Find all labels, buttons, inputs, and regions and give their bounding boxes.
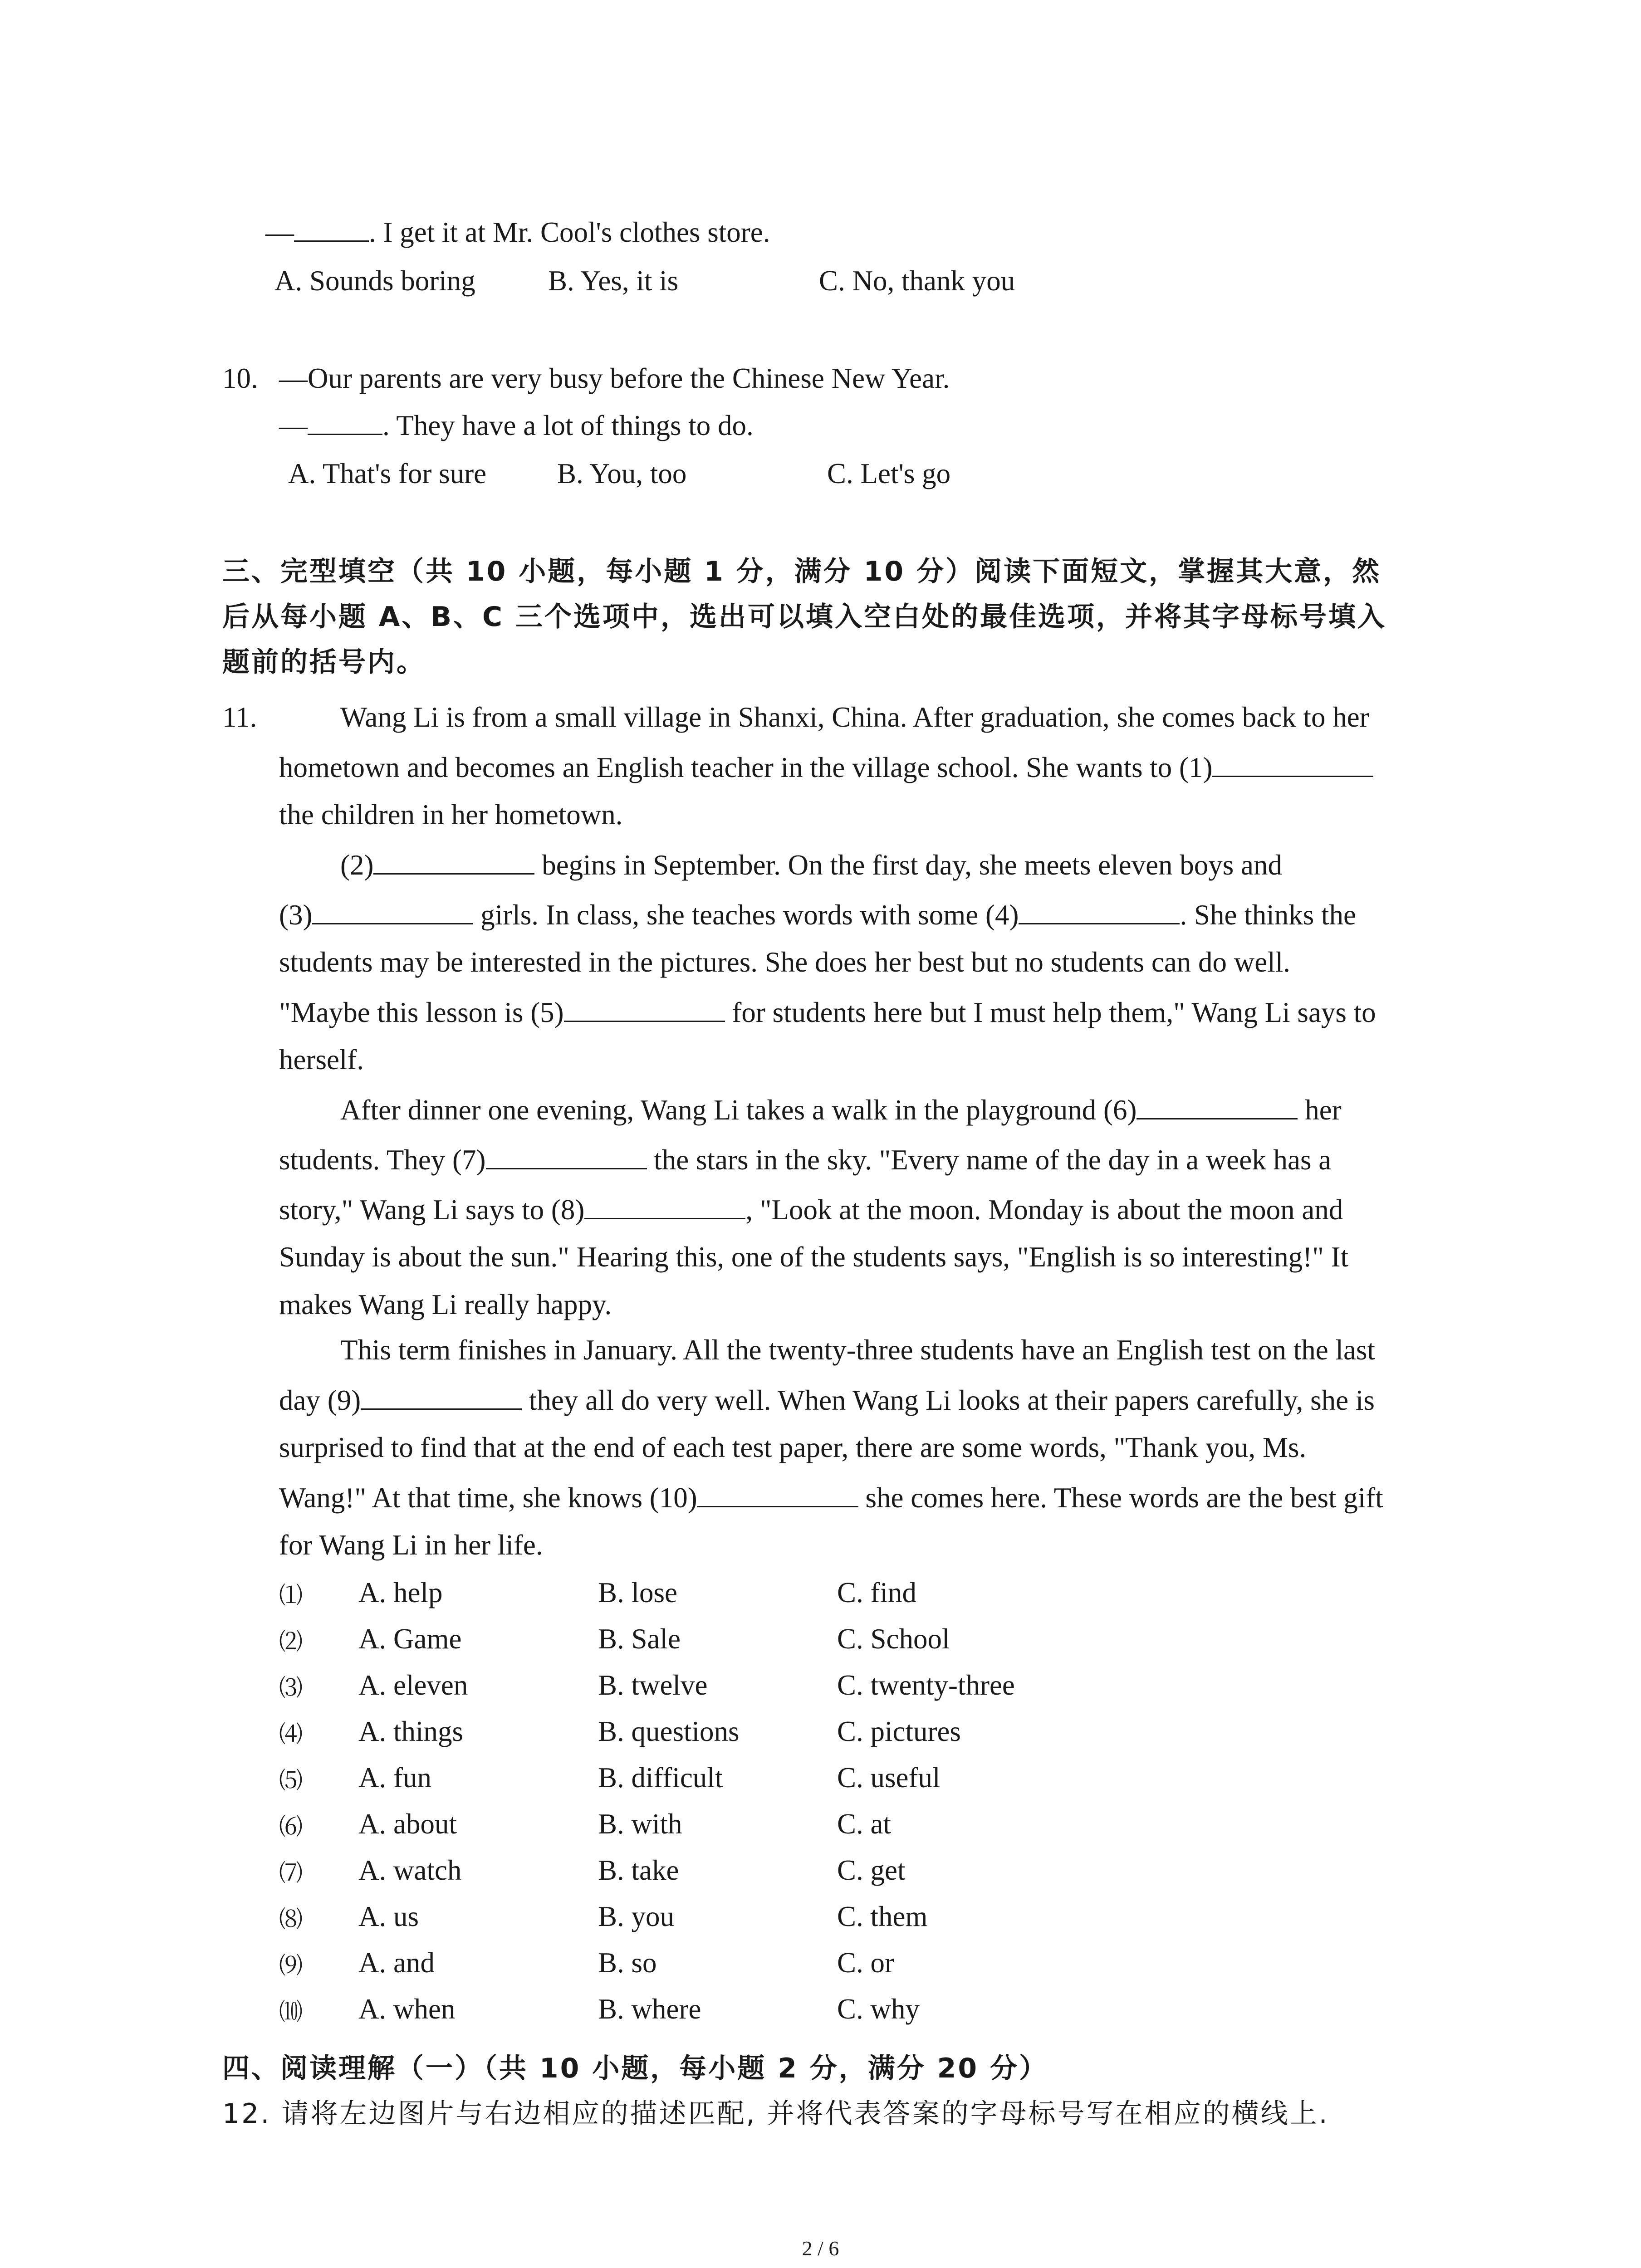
answer-blank-6 <box>1136 1095 1298 1119</box>
answer-blank-2 <box>373 850 534 875</box>
choice-number: ⑵ <box>279 1628 303 1656</box>
choice-c: C. useful <box>837 1762 941 1794</box>
answer-blank-8 <box>584 1195 745 1219</box>
text: her <box>1298 1094 1342 1126</box>
q11-p3-line1 <box>340 1095 1342 1124</box>
text: hometown and becomes an English teacher in the village school. She wants to (1) <box>279 752 1213 783</box>
text: they all do very well. When Wang Li looks at their papers carefully, she is <box>522 1384 1375 1416</box>
text: , "Look at the moon. Monday is about the moon and <box>745 1194 1343 1226</box>
choice-b: B. take <box>598 1854 679 1886</box>
section3-heading-line2: 后从每小题 A、B、C 三个选项中，选出可以填入空白处的最佳选项，并将其字母标号填入 <box>222 601 1386 633</box>
choice-number: ⑸ <box>279 1767 303 1794</box>
q11-p4-line4 <box>279 1483 1383 1512</box>
answer-blank-10 <box>697 1483 858 1507</box>
q9-response-text: . I get it at Mr. Cool's clothes store. <box>369 216 770 248</box>
choice-c: C. School <box>837 1623 950 1655</box>
q10-answer-line <box>279 411 754 440</box>
choice-c: C. twenty-three <box>837 1669 1015 1701</box>
choice-a: A. help <box>358 1577 443 1608</box>
choice-c: C. get <box>837 1854 906 1886</box>
q11-p3-line3 <box>279 1195 1343 1224</box>
text: (2) <box>340 849 374 881</box>
answer-blank-4 <box>1019 900 1180 924</box>
section3-heading-line1: 三、完型填空（共 10 小题，每小题 1 分，满分 10 分）阅读下面短文，掌握其大意，然 <box>222 556 1381 587</box>
text: (3) <box>279 899 313 931</box>
choice-b: B. Sale <box>598 1623 681 1655</box>
choice-c: C. or <box>837 1947 894 1979</box>
choice-a: A. watch <box>358 1854 462 1886</box>
text: for students here but I must help them," Wang Li says to <box>725 997 1376 1028</box>
choice-a: A. fun <box>358 1762 431 1794</box>
dash: — <box>279 410 308 441</box>
choice-c: C. why <box>837 1993 920 2025</box>
section4-heading: 四、阅读理解（一）（共 10 小题，每小题 2 分，满分 20 分） <box>222 2053 1048 2084</box>
choice-number: ⑻ <box>279 1906 303 1933</box>
dash: — <box>265 216 294 248</box>
q11-p3-line4: Sunday is about the sun." Hearing this, one of the students says, "English is so interesting!" It <box>279 1241 1349 1273</box>
choice-b: B. with <box>598 1808 682 1840</box>
choice-a: A. when <box>358 1993 456 2025</box>
choice-b: B. difficult <box>598 1762 723 1794</box>
q11-number: 11. <box>222 701 257 733</box>
q10-number: 10. <box>222 362 258 394</box>
choice-b: B. lose <box>598 1577 678 1608</box>
q9-answer-line <box>265 218 770 247</box>
text: begins in September. On the first day, she meets eleven boys and <box>534 849 1283 881</box>
text: she comes here. These words are the best gift <box>858 1482 1383 1514</box>
text: students. They (7) <box>279 1144 486 1176</box>
choice-a: A. us <box>358 1901 419 1932</box>
answer-blank-7 <box>486 1145 647 1169</box>
choice-number: ⑽ <box>279 1999 303 2026</box>
page-number: 2 / 6 <box>802 2237 839 2260</box>
choice-a: A. about <box>358 1808 457 1840</box>
text: day (9) <box>279 1384 361 1416</box>
q9-option-b: B. Yes, it is <box>548 265 679 297</box>
choice-c: C. at <box>837 1808 891 1840</box>
text: story," Wang Li says to (8) <box>279 1194 585 1226</box>
q12-instruction: 12. 请将左边图片与右边相应的描述匹配, 并将代表答案的字母标号写在相应的横线上. <box>222 2098 1329 2130</box>
q11-p4-line2 <box>279 1386 1375 1415</box>
choice-b: B. questions <box>598 1716 740 1747</box>
q10-response-text: . They have a lot of things to do. <box>382 410 754 441</box>
answer-blank-3 <box>312 900 473 924</box>
answer-blank-1 <box>1212 753 1373 777</box>
section3-heading-line3: 题前的括号内。 <box>222 646 426 678</box>
choice-b: B. twelve <box>598 1669 708 1701</box>
choice-c: C. find <box>837 1577 917 1608</box>
choice-number: ⑶ <box>279 1675 303 1702</box>
q11-p4-line1: This term finishes in January. All the twenty-three students have an English test on the last <box>340 1334 1375 1366</box>
q11-p2-line5: herself. <box>279 1044 364 1075</box>
q11-p1-line1: Wang Li is from a small village in Shanxi, China. After graduation, she comes back to her <box>340 701 1369 733</box>
q10-option-a: A. That's for sure <box>288 458 487 489</box>
q10-line1: —Our parents are very busy before the Chinese New Year. <box>279 362 950 394</box>
q11-p3-line5: makes Wang Li really happy. <box>279 1289 612 1320</box>
text: Wang!" At that time, she knows (10) <box>279 1482 697 1514</box>
answer-blank <box>308 411 382 435</box>
text: "Maybe this lesson is (5) <box>279 997 564 1028</box>
answer-blank-9 <box>361 1386 522 1410</box>
choice-number: ⑴ <box>279 1582 303 1609</box>
choice-c: C. them <box>837 1901 928 1932</box>
choice-b: B. you <box>598 1901 675 1932</box>
choice-b: B. where <box>598 1993 701 2025</box>
text: girls. In class, she teaches words with some (4) <box>473 899 1019 931</box>
text: the stars in the sky. "Every name of the day in a week has a <box>647 1144 1332 1176</box>
q10-option-b: B. You, too <box>557 458 687 489</box>
text: . She thinks the <box>1180 899 1356 931</box>
q11-p1-line2 <box>279 753 1373 782</box>
text: After dinner one evening, Wang Li takes a walk in the playground (6) <box>340 1094 1137 1126</box>
q11-p4-line3: surprised to find that at the end of each test paper, there are some words, "Thank you, Ms. <box>279 1432 1307 1463</box>
answer-blank-5 <box>564 998 725 1022</box>
q11-p2-line4 <box>279 998 1376 1027</box>
choice-a: A. Game <box>358 1623 462 1655</box>
choice-a: A. things <box>358 1716 464 1747</box>
q10-option-c: C. Let's go <box>827 458 951 489</box>
q11-p2-line1 <box>340 850 1282 880</box>
answer-blank <box>294 218 369 242</box>
q11-p1-line3: the children in her hometown. <box>279 799 623 831</box>
choice-number: ⑷ <box>279 1721 303 1748</box>
q9-option-a: A. Sounds boring <box>274 265 475 297</box>
choice-a: A. eleven <box>358 1669 468 1701</box>
q11-p3-line2 <box>279 1145 1331 1174</box>
choice-a: A. and <box>358 1947 435 1979</box>
choice-b: B. so <box>598 1947 657 1979</box>
choice-c: C. pictures <box>837 1716 961 1747</box>
q11-p4-line5: for Wang Li in her life. <box>279 1529 543 1561</box>
q11-p2-line3: students may be interested in the pictures. She does her best but no students can do well. <box>279 946 1291 978</box>
q9-option-c: C. No, thank you <box>819 265 1015 297</box>
choice-number: ⑹ <box>279 1813 303 1841</box>
q11-p2-line2 <box>279 900 1356 929</box>
choice-number: ⑺ <box>279 1860 303 1887</box>
choice-number: ⑼ <box>279 1952 303 1980</box>
